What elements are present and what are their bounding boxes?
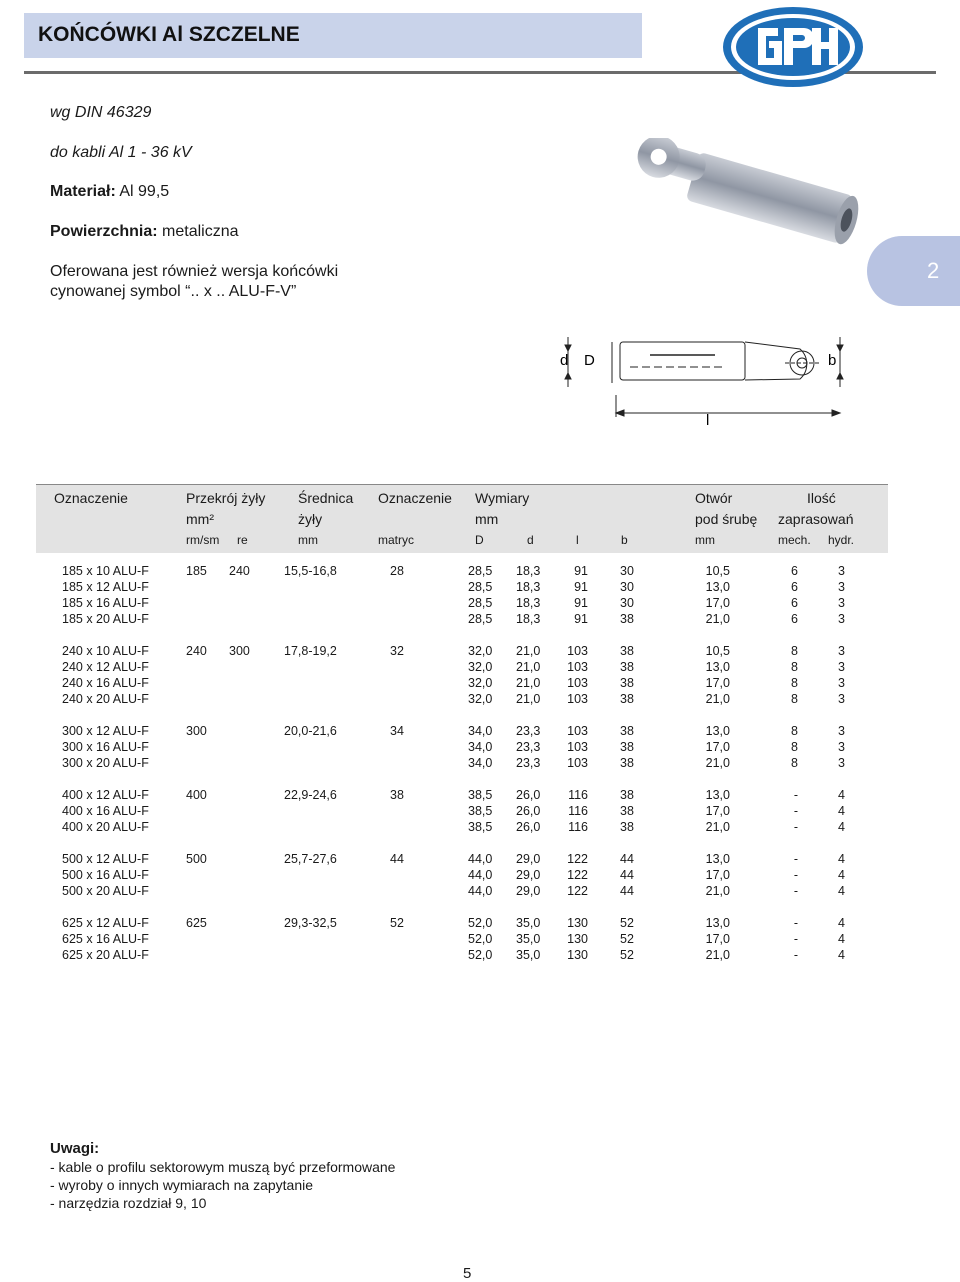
col-oznaczenie-matryc: Oznaczenie: [378, 490, 452, 506]
col-wymiary: Wymiary: [475, 490, 530, 506]
cell-l: 122: [567, 884, 588, 898]
cell-b: 52: [620, 916, 634, 931]
sub-l: l: [576, 533, 579, 547]
cell-D: 44,0: [468, 868, 493, 883]
cell-mech: -: [793, 916, 798, 931]
note-item: - narzędzia rozdział 9, 10: [50, 1195, 207, 1211]
cell-D: 32,0: [468, 644, 493, 658]
cell-hole: 21,0: [705, 948, 730, 963]
cell-designation: 625 x 20 ALU-F: [62, 948, 149, 963]
cell-re: 240: [229, 564, 250, 578]
cell-hole: 13,0: [705, 788, 730, 803]
cell-hydr: 4: [838, 788, 845, 803]
cell-mech: -: [793, 804, 798, 818]
unit-mm-wymiary: mm: [475, 511, 499, 527]
cell-l: 103: [567, 755, 588, 770]
cell-hydr: 4: [838, 884, 845, 898]
cell-diameter: 25,7-27,6: [284, 852, 337, 867]
cell-hydr: 3: [838, 675, 845, 690]
cell-designation: 400 x 16 ALU-F: [62, 804, 149, 818]
cell-designation: 240 x 20 ALU-F: [62, 691, 149, 706]
cell-b: 38: [620, 659, 634, 674]
cell-hydr: 3: [838, 595, 845, 610]
cell-designation: 300 x 20 ALU-F: [62, 755, 149, 770]
cell-hole: 21,0: [705, 819, 730, 834]
cell-hole: 17,0: [705, 675, 730, 690]
cell-designation: 500 x 16 ALU-F: [62, 868, 149, 883]
cell-b: 38: [620, 724, 634, 738]
cell-l: 103: [567, 691, 588, 706]
cell-hole: 17,0: [705, 932, 730, 947]
cell-d: 18,3: [516, 611, 541, 626]
cell-b: 38: [620, 644, 634, 658]
cell-b: 38: [620, 691, 634, 706]
cell-re: 300: [229, 644, 250, 658]
cell-D: 28,5: [468, 611, 493, 626]
cell-hole: 21,0: [705, 611, 730, 626]
cell-rm-sm: 240: [186, 644, 207, 658]
cell-b: 38: [620, 611, 634, 626]
cell-designation: 185 x 10 ALU-F: [62, 564, 149, 578]
unit-mm2: mm²: [186, 511, 214, 527]
cell-D: 38,5: [468, 788, 493, 803]
note-item: - kable o profilu sektorowym muszą być przeformowane: [50, 1159, 396, 1175]
cell-b: 44: [620, 852, 634, 867]
dimension-drawing: [550, 325, 850, 430]
cell-mech: -: [793, 788, 798, 803]
cell-rm-sm: 500: [186, 852, 207, 867]
page-title: KOŃCÓWKI Al SZCZELNE: [38, 23, 300, 46]
cell-rm-sm: 625: [186, 916, 207, 931]
cell-l: 103: [567, 659, 588, 674]
cell-d: 26,0: [516, 788, 541, 803]
cell-D: 52,0: [468, 932, 493, 947]
cell-l: 130: [567, 932, 588, 947]
cell-d: 21,0: [516, 659, 541, 674]
cell-l: 103: [567, 724, 588, 738]
cell-hole: 10,5: [705, 644, 730, 658]
sub-hydr: hydr.: [828, 533, 855, 547]
cell-hydr: 3: [838, 564, 845, 578]
cell-b: 44: [620, 884, 634, 898]
cell-l: 122: [567, 852, 588, 867]
cell-designation: 400 x 12 ALU-F: [62, 788, 149, 803]
sub-zaprasowan: zaprasowań: [778, 511, 854, 527]
cell-mech: 8: [791, 659, 798, 674]
sub-rm-sm: rm/sm: [186, 533, 220, 547]
cell-b: 30: [620, 595, 634, 610]
cell-d: 23,3: [516, 739, 541, 754]
notes: [50, 1140, 395, 1212]
cell-designation: 240 x 12 ALU-F: [62, 659, 149, 674]
cell-hole: 13,0: [705, 916, 730, 931]
cell-D: 32,0: [468, 675, 493, 690]
cell-mech: 6: [791, 611, 798, 626]
sub-pod-srube: pod śrubę: [695, 511, 758, 527]
cell-d: 23,3: [516, 755, 541, 770]
cell-die: 34: [390, 724, 404, 738]
sub-zyly: żyły: [298, 511, 323, 527]
cell-hole: 13,0: [705, 852, 730, 867]
cell-mech: 8: [791, 691, 798, 706]
cell-hydr: 3: [838, 724, 845, 738]
cell-b: 44: [620, 868, 634, 883]
cell-b: 30: [620, 564, 634, 578]
cell-d: 35,0: [516, 948, 541, 963]
cell-hydr: 4: [838, 852, 845, 867]
cell-d: 23,3: [516, 724, 541, 738]
cell-mech: -: [793, 932, 798, 947]
cell-b: 38: [620, 804, 634, 818]
cell-d: 21,0: [516, 644, 541, 658]
cell-mech: 8: [791, 755, 798, 770]
cell-hole: 10,5: [705, 564, 730, 578]
cell-D: 34,0: [468, 724, 493, 738]
cell-hole: 21,0: [705, 691, 730, 706]
cell-D: 32,0: [468, 659, 493, 674]
cell-die: 32: [390, 644, 404, 658]
col-otwor: Otwór: [695, 490, 733, 506]
cell-mech: 8: [791, 644, 798, 658]
cell-D: 28,5: [468, 564, 493, 578]
cell-D: 44,0: [468, 852, 493, 867]
cell-l: 116: [568, 819, 588, 834]
cell-l: 103: [567, 739, 588, 754]
cell-rm-sm: 400: [186, 788, 207, 803]
cell-hole: 21,0: [705, 884, 730, 898]
cell-D: 28,5: [468, 579, 493, 594]
cell-designation: 185 x 20 ALU-F: [62, 611, 149, 626]
col-ilosc: Ilość: [807, 490, 836, 506]
cell-mech: -: [793, 852, 798, 867]
cell-hydr: 3: [838, 659, 845, 674]
cell-hydr: 4: [838, 868, 845, 883]
cell-d: 35,0: [516, 916, 541, 931]
offer-line-1: Oferowana jest również wersja końcówki: [50, 263, 339, 280]
cell-b: 38: [620, 755, 634, 770]
cell-l: 103: [567, 675, 588, 690]
cell-l: 91: [574, 595, 588, 610]
title-bar: [24, 13, 642, 58]
col-srednica: Średnica: [298, 490, 354, 506]
cell-hole: 13,0: [705, 659, 730, 674]
table-header: [36, 484, 888, 553]
cell-d: 18,3: [516, 564, 541, 578]
notes-heading: Uwagi:: [50, 1140, 100, 1157]
cell-hydr: 3: [838, 611, 845, 626]
cell-b: 38: [620, 739, 634, 754]
cell-b: 38: [620, 675, 634, 690]
cell-diameter: 15,5-16,8: [284, 564, 337, 578]
cell-hydr: 4: [838, 819, 845, 834]
cell-l: 91: [574, 579, 588, 594]
cable-lug-photo: [620, 138, 870, 248]
cell-b: 52: [620, 932, 634, 947]
cell-designation: 625 x 12 ALU-F: [62, 916, 149, 931]
cell-hydr: 4: [838, 948, 845, 963]
cell-D: 28,5: [468, 595, 493, 610]
cell-D: 38,5: [468, 804, 493, 818]
cell-d: 29,0: [516, 884, 541, 898]
cell-hydr: 3: [838, 644, 845, 658]
cell-mech: 8: [791, 739, 798, 754]
cell-d: 26,0: [516, 819, 541, 834]
cell-diameter: 29,3-32,5: [284, 916, 337, 931]
sub-re: re: [237, 533, 248, 547]
gph-logo: [718, 4, 868, 90]
cell-mech: 6: [791, 579, 798, 594]
offer-line-2: cynowanej symbol “.. x .. ALU-F-V”: [50, 283, 297, 300]
cell-d: 18,3: [516, 595, 541, 610]
sub-b: b: [621, 533, 628, 547]
cell-designation: 240 x 16 ALU-F: [62, 675, 149, 690]
chapter-tab: 2: [867, 236, 960, 306]
cell-l: 91: [574, 564, 588, 578]
cell-D: 32,0: [468, 691, 493, 706]
cell-rm-sm: 185: [186, 564, 207, 578]
cell-designation: 300 x 16 ALU-F: [62, 739, 149, 754]
cell-l: 116: [568, 788, 588, 803]
cell-D: 38,5: [468, 819, 493, 834]
cell-designation: 185 x 16 ALU-F: [62, 595, 149, 610]
cell-designation: 400 x 20 ALU-F: [62, 819, 149, 834]
cell-designation: 300 x 12 ALU-F: [62, 724, 149, 738]
cell-diameter: 22,9-24,6: [284, 788, 337, 803]
cell-D: 44,0: [468, 884, 493, 898]
col-oznaczenie: Oznaczenie: [54, 490, 128, 506]
material-line: Materiał: Al 99,5: [50, 183, 170, 200]
sub-D: D: [475, 533, 484, 547]
cell-designation: 500 x 12 ALU-F: [62, 852, 149, 867]
cell-die: 44: [390, 852, 404, 867]
cell-die: 28: [390, 564, 404, 578]
cell-mech: -: [793, 884, 798, 898]
cell-b: 38: [620, 788, 634, 803]
page-number: 5: [463, 1265, 472, 1282]
col-przekroj: Przekrój żyły: [186, 490, 266, 506]
cell-d: 21,0: [516, 675, 541, 690]
cell-l: 103: [567, 644, 588, 658]
cell-l: 130: [567, 916, 588, 931]
cell-d: 29,0: [516, 852, 541, 867]
surface-line: Powierzchnia: metaliczna: [50, 223, 239, 240]
cell-b: 38: [620, 819, 634, 834]
cell-designation: 625 x 16 ALU-F: [62, 932, 149, 947]
cell-designation: 185 x 12 ALU-F: [62, 579, 149, 594]
cell-hole: 21,0: [705, 755, 730, 770]
cell-hole: 13,0: [705, 724, 730, 738]
cell-rm-sm: 300: [186, 724, 207, 738]
cell-mech: -: [793, 819, 798, 834]
cell-hole: 17,0: [705, 868, 730, 883]
cell-hydr: 3: [838, 579, 845, 594]
standard-line: wg DIN 46329: [50, 104, 152, 121]
cell-mech: 8: [791, 724, 798, 738]
cell-l: 130: [567, 948, 588, 963]
cell-d: 35,0: [516, 932, 541, 947]
cell-hydr: 3: [838, 691, 845, 706]
cell-hole: 17,0: [705, 595, 730, 610]
cell-mech: 8: [791, 675, 798, 690]
cell-d: 21,0: [516, 691, 541, 706]
cell-b: 30: [620, 579, 634, 594]
cell-hydr: 3: [838, 755, 845, 770]
cell-l: 116: [568, 804, 588, 818]
cell-hole: 17,0: [705, 804, 730, 818]
cables-line: do kabli Al 1 - 36 kV: [50, 144, 192, 161]
unit-mm-srednica: mm: [298, 533, 318, 547]
cell-D: 52,0: [468, 916, 493, 931]
cell-mech: -: [793, 868, 798, 883]
cell-b: 52: [620, 948, 634, 963]
sub-mech: mech.: [778, 533, 811, 547]
label-b: b: [828, 352, 837, 369]
sub-d: d: [527, 533, 534, 547]
cell-d: 29,0: [516, 868, 541, 883]
cell-hydr: 4: [838, 932, 845, 947]
cell-hydr: 4: [838, 804, 845, 818]
cell-mech: 6: [791, 595, 798, 610]
note-item: - wyroby o innych wymiarach na zapytanie: [50, 1177, 314, 1193]
cell-designation: 240 x 10 ALU-F: [62, 644, 149, 658]
cell-hydr: 4: [838, 916, 845, 931]
cell-die: 52: [390, 916, 404, 931]
cell-diameter: 17,8-19,2: [284, 644, 337, 658]
cell-hole: 13,0: [705, 579, 730, 594]
cell-hole: 17,0: [705, 739, 730, 754]
cell-D: 34,0: [468, 755, 493, 770]
cell-l: 122: [567, 868, 588, 883]
cell-mech: 6: [791, 564, 798, 578]
cell-designation: 500 x 20 ALU-F: [62, 884, 149, 898]
cell-die: 38: [390, 788, 404, 803]
unit-mm-otwor: mm: [695, 533, 715, 547]
cell-diameter: 20,0-21,6: [284, 724, 337, 738]
cell-l: 91: [574, 611, 588, 626]
cell-hydr: 3: [838, 739, 845, 754]
cell-D: 52,0: [468, 948, 493, 963]
cell-D: 34,0: [468, 739, 493, 754]
label-d: d: [560, 352, 569, 369]
cell-mech: -: [793, 948, 798, 963]
cell-d: 26,0: [516, 804, 541, 818]
label-l: l: [706, 412, 710, 429]
label-D: D: [584, 352, 595, 369]
sub-matryc: matryc: [378, 533, 414, 547]
cell-d: 18,3: [516, 579, 541, 594]
